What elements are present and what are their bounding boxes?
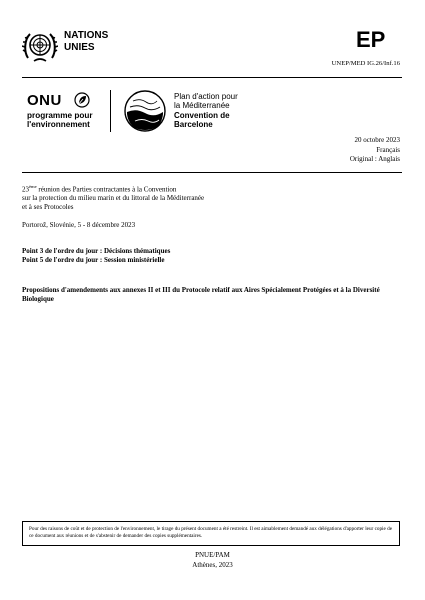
agenda-item: Point 3 de l'ordre du jour : Décisions thématiques: [22, 247, 171, 255]
footer-publisher: PNUE/PAM: [195, 551, 230, 559]
onu-logo-text: ONU: [27, 92, 62, 109]
map-line2: la Méditerranée: [174, 101, 230, 111]
logo-divider: [110, 90, 111, 132]
environment-notice: Pour des raisons de coût et de protection de l'environnement, le tirage du présent document a été restreint. Il est aimablement demandé aux délégations d'apporter leur copie de ce document aux réunions et de s'abstenir de demander des copies supplémentaires.: [22, 521, 400, 546]
footer: [0, 551, 425, 570]
unep-subtitle: [27, 111, 93, 129]
meeting-line2: sur la protection du milieu marin et du littoral de la Méditerranée: [22, 194, 205, 203]
footer-place-year: Athènes, 2023: [192, 560, 233, 569]
unep-leaf-icon: [74, 92, 90, 108]
unep-subtitle-line1: programme pour: [27, 111, 93, 120]
meeting-venue: Portorož, Slovénie, 5 - 8 décembre 2023: [22, 221, 136, 229]
document-date: 20 octobre 2023: [354, 136, 400, 144]
meeting-line1-rest: réunion des Parties contractantes à la Convention: [36, 185, 177, 194]
original-language: Original : Anglais: [349, 155, 400, 164]
map-globe-icon: [122, 88, 168, 134]
meeting-line1: [22, 183, 352, 194]
section-rule: [22, 172, 402, 173]
org-name-line2: UNIES: [64, 42, 95, 53]
meeting-description: [22, 183, 352, 212]
un-emblem-icon: [22, 28, 58, 64]
unep-subtitle-line2: l'environnement: [27, 120, 90, 129]
agenda-item: Point 5 de l'ordre du jour : Session ministérielle: [22, 256, 165, 264]
document-language: Français: [376, 145, 400, 154]
date-block: [270, 136, 400, 165]
map-line4: Barcelone: [174, 119, 213, 129]
map-line3: Convention de: [174, 110, 230, 120]
document-title: Propositions d'amendements aux annexes II et III du Protocole relatif aux Aires Spécialement Protégées et à la Diversité Biologique: [22, 286, 380, 303]
map-line1: Plan d'action pour: [174, 92, 238, 101]
map-barcelona-text: [174, 92, 238, 129]
org-name-line1: NATIONS: [64, 30, 109, 41]
document-code: EP: [356, 27, 386, 52]
meeting-number-suffix: ème: [29, 184, 37, 189]
agenda-items: [22, 247, 170, 265]
document-symbol: UNEP/MED IG.26/Inf.16: [331, 60, 400, 67]
meeting-line3: et à ses Protocoles: [22, 202, 74, 211]
header-rule: [22, 77, 402, 78]
org-name: [64, 30, 108, 54]
meeting-number: 23: [22, 185, 29, 194]
